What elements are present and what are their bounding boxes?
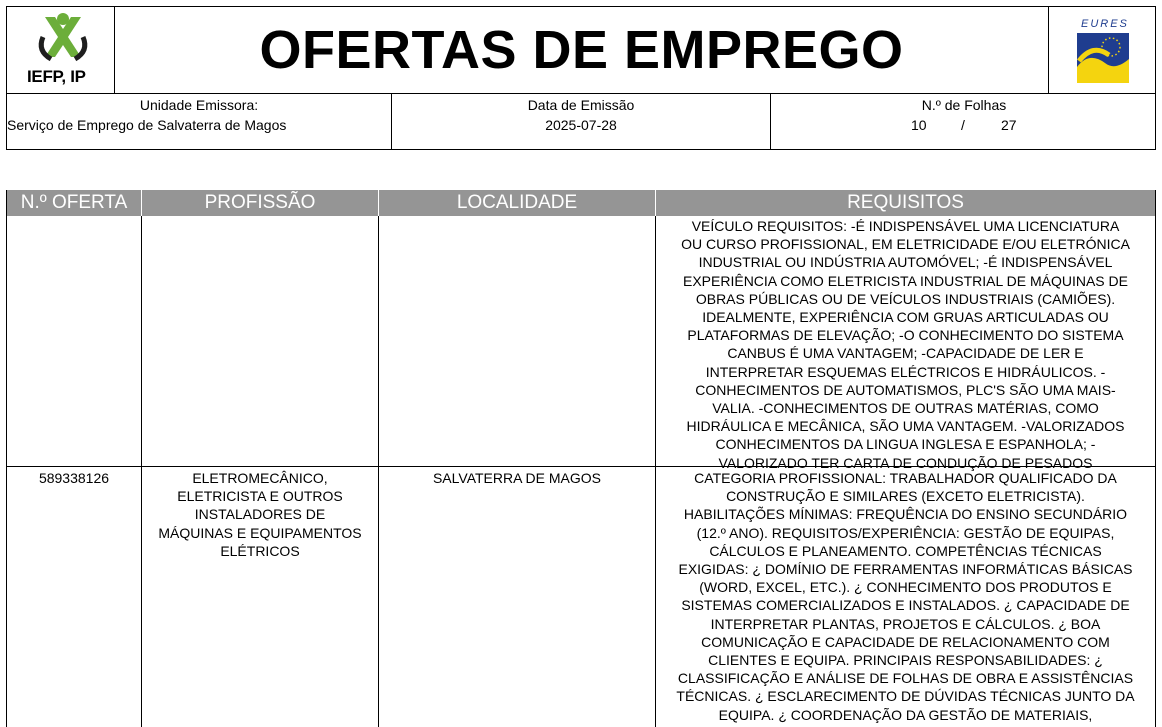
- sheet-count: [771, 94, 1157, 149]
- profession-cell: [142, 216, 379, 466]
- table-header: [7, 190, 1155, 216]
- sheet-current: 10: [911, 117, 927, 133]
- location-cell: [379, 216, 656, 466]
- profession-cell: ELETROMECÂNICO, ELETRICISTA E OUTROS INSTALADORES DE MÁQUINAS E EQUIPAMENTOS ELÉTRICOS: [142, 467, 379, 727]
- table-row: [7, 467, 1155, 727]
- location-cell: SALVATERRA DE MAGOS: [379, 467, 656, 727]
- eures-logo: [1048, 7, 1155, 93]
- offer-number-cell: 589338126: [7, 467, 142, 727]
- document-meta: [6, 94, 1156, 150]
- column-header-profession: PROFISSÃO: [142, 190, 379, 216]
- eures-emblem-icon: [1049, 7, 1156, 93]
- requirements-cell: CATEGORIA PROFISSIONAL: TRABALHADOR QUALIFICADO DA CONSTRUÇÃO E SIMILARES (EXCETO ELETRICISTA). HABILITAÇÕES MÍNIMAS: FREQUÊNCIA DO ENSINO SECUNDÁRIO (12.º ANO). REQUISITOS/EXPERIÊNCIA: GESTÃO DE EQUIPAS, CÁLCULOS E PLANEAMENTO. COMPETÊNCIAS TÉCNICAS EXIGIDAS: ¿ DOMÍNIO DE FERRAMENTAS INFORMÁTICAS BÁSICAS (WORD, EXCEL, ETC.). ¿ CONHECIMENTO DOS PRODUTOS E SISTEMAS COMERCIALIZADOS E INSTALADOS. ¿ CAPACIDADE DE INTERPRETAR PLANTAS, PROJETOS E CÁLCULOS. ¿ BOA COMUNICAÇÃO E CAPACIDADE DE RELACIONAMENTO COM CLIENTES E EQUIPA. PRINCIPAIS RESPONSABILIDADES: ¿ CLASSIFICAÇÃO E ANÁLISE DE FOLHAS DE OBRA E ASSISTÊNCIAS TÉCNICAS. ¿ ESCLARECIMENTO DE DÚVIDAS TÉCNICAS JUNTO DA EQUIPA. ¿ COORDENAÇÃO DA GESTÃO DE MATERIAIS,: [676, 470, 1135, 723]
- issuing-unit-label: Unidade Emissora:: [139, 97, 259, 113]
- issuing-unit-value: Serviço de Emprego de Salvaterra de Magos: [7, 117, 287, 133]
- table-row: [7, 216, 1155, 471]
- column-header-offer-number: N.º OFERTA: [7, 190, 142, 216]
- issue-date: [392, 94, 771, 149]
- eures-logo-text: EURES: [1081, 18, 1129, 30]
- iefp-logo: [7, 7, 115, 93]
- column-header-requirements: REQUISITOS: [656, 190, 1155, 216]
- sheet-total: 27: [1001, 117, 1017, 133]
- document-header: [6, 6, 1156, 94]
- sheet-count-label: N.º de Folhas: [921, 97, 1007, 113]
- issue-date-value: 2025-07-28: [545, 117, 617, 133]
- issuing-unit: [7, 94, 392, 149]
- page-title: OFERTAS DE EMPREGO: [259, 20, 904, 80]
- requirements-cell: VEÍCULO REQUISITOS: -É INDISPENSÁVEL UMA LICENCIATURA OU CURSO PROFISSIONAL, EM ELETRICIDADE E/OU ELETRÓNICA INDUSTRIAL OU INDÚSTRIA AUTOMÓVEL; -É INDISPENSÁVEL EXPERIÊNCIA COMO ELETRICISTA INDUSTRIAL DE MÁQUINAS DE OBRAS PÚBLICAS OU DE VEÍCULOS INDUSTRIAIS (CAMIÕES). IDEALMENTE, EXPERIÊNCIA COM GRUAS ARTICULADAS OU PLATAFORMAS DE ELEVAÇÃO; -O CONHECIMENTO DO SISTEMA CANBUS É UMA VANTAGEM; -CAPACIDADE DE LER E INTERPRETAR ESQUEMAS ELÉCTRICOS E HIDRÁULICOS. - CONHECIMENTOS DE AUTOMATISMOS, PLC'S SÃO UMA MAIS- VALIA. -CONHECIMENTOS DE OUTRAS MATÉRIAS, COMO HIDRÁULICA E MECÂNICA, SÃO UMA VANTAGEM. -VALORIZADOS CONHECIMENTOS DA LINGUA INGLESA E ESPANHOLA; - VALORIZADO TER CARTA DE CONDUÇÃO DE PESADOS: [681, 218, 1130, 471]
- issue-date-label: Data de Emissão: [527, 97, 635, 113]
- column-header-location: LOCALIDADE: [379, 190, 656, 216]
- sheet-separator: /: [961, 117, 965, 133]
- job-offers-table: [6, 190, 1156, 727]
- offer-number-cell: [7, 216, 142, 466]
- iefp-logo-text: IEFP, IP: [27, 67, 86, 86]
